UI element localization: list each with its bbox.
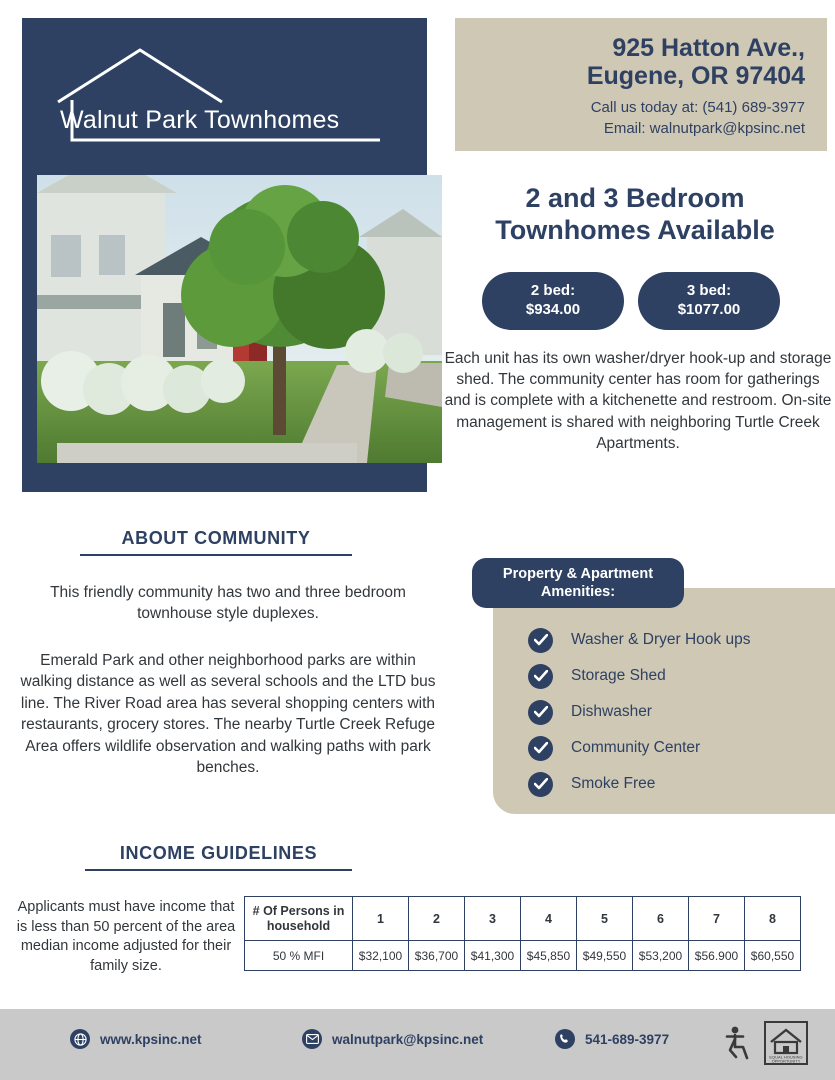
footer-website[interactable] <box>70 1029 202 1049</box>
amenities-title: Property & Apartment Amenities: <box>472 558 684 608</box>
table-column-header: 2 <box>409 897 465 941</box>
table-cell: $36,700 <box>409 941 465 971</box>
footer-badges <box>722 1021 808 1065</box>
amenity-label: Smoke Free <box>571 775 656 792</box>
income-note: Applicants must have income that is less than 50 percent of the area median income adjusted for their family size. <box>16 899 236 974</box>
table-cell: $45,850 <box>521 941 577 971</box>
price-pill-2-bed-price: $934.00 <box>525 301 581 318</box>
amenity-label: Dishwasher <box>571 703 652 720</box>
about-community-heading <box>80 528 352 556</box>
table-column-header: 8 <box>745 897 801 941</box>
pricing-pills <box>440 272 830 334</box>
amenities-list <box>528 622 828 802</box>
logo-text: Walnut Park Townhomes <box>60 106 340 134</box>
table-row <box>245 941 801 971</box>
check-icon <box>528 664 553 689</box>
address-line-1: 925 Hatton Ave., <box>612 34 805 62</box>
email-line[interactable]: Email: walnutpark@kpsinc.net <box>603 120 805 137</box>
about-community-heading-text: ABOUT COMMUNITY <box>121 528 311 548</box>
price-pill-3-bed <box>638 272 780 330</box>
footer-phone-text: 541-689-3977 <box>585 1031 670 1047</box>
footer-email-text: walnutpark@kpsinc.net <box>332 1031 484 1047</box>
footer-phone[interactable] <box>555 1029 669 1049</box>
equal-housing-opportunity-icon <box>764 1021 808 1065</box>
phone-line[interactable]: Call us today at: (541) 689-3977 <box>590 99 805 116</box>
table-corner-header: # Of Persons in household <box>245 897 353 941</box>
table-cell: $32,100 <box>353 941 409 971</box>
check-icon <box>528 736 553 761</box>
headline-line-1: 2 and 3 Bedroom <box>525 183 745 213</box>
price-pill-2-bed <box>482 272 624 330</box>
price-pill-3-bed-price: $1077.00 <box>677 301 741 318</box>
table-header-row <box>245 897 801 941</box>
income-heading-rule <box>85 869 352 871</box>
logo-block <box>22 18 427 492</box>
amenity-label: Washer & Dryer Hook ups <box>571 631 751 648</box>
svg-text:OPPORTUNITY: OPPORTUNITY <box>771 1058 801 1064</box>
globe-icon <box>70 1029 90 1049</box>
check-icon <box>528 772 553 797</box>
table-cell: $53,200 <box>633 941 689 971</box>
envelope-icon <box>302 1029 322 1049</box>
about-paragraph-2: Emerald Park and other neighborhood parks are within walking distance as well as several schools and the LTD bus line. The River Road area has several shopping centers with restaurants, grocery stores. The nearby Turtle Creek Refuge Area offers wildlife observation and walking paths with park benches. <box>20 652 436 776</box>
table-column-header: 7 <box>689 897 745 941</box>
intro-paragraph: Each unit has its own washer/dryer hook-up and storage shed. The community center has room for gatherings and is complete with a kitchenette and restroom. On-site management is shared with neighboring Turtle Creek Apartments. <box>444 350 832 452</box>
table-cell: $49,550 <box>577 941 633 971</box>
page-title <box>440 182 830 247</box>
amenity-label: Storage Shed <box>571 667 666 684</box>
svg-text:EQUAL HOUSING: EQUAL HOUSING <box>769 1054 803 1060</box>
headline-line-2: Townhomes Available <box>495 215 775 246</box>
phone-icon <box>555 1029 575 1049</box>
about-heading-rule <box>80 554 352 556</box>
list-item <box>528 622 828 658</box>
check-icon <box>528 700 553 725</box>
address-line-2: Eugene, OR 97404 <box>586 62 805 90</box>
check-icon <box>528 628 553 653</box>
amenity-label: Community Center <box>571 739 701 756</box>
footer-website-text: www.kpsinc.net <box>100 1031 202 1047</box>
contact-box <box>455 18 827 151</box>
price-pill-3-bed-label: 3 bed: <box>686 282 732 300</box>
footer-email[interactable] <box>302 1029 483 1049</box>
table-cell: $56.900 <box>689 941 745 971</box>
footer-bar <box>0 1009 835 1080</box>
price-pill-2-bed-label: 2 bed: <box>530 282 576 300</box>
accessibility-icon <box>722 1024 754 1062</box>
income-guidelines-heading <box>85 843 352 871</box>
table-column-header: 5 <box>577 897 633 941</box>
list-item <box>528 766 828 802</box>
income-table <box>244 896 801 971</box>
income-guidelines-heading-text: INCOME GUIDELINES <box>119 843 318 863</box>
table-column-header: 6 <box>633 897 689 941</box>
table-column-header: 3 <box>465 897 521 941</box>
list-item <box>528 658 828 694</box>
table-cell: $41,300 <box>465 941 521 971</box>
property-photo <box>37 175 442 463</box>
table-row-label: 50 % MFI <box>245 941 353 971</box>
list-item <box>528 730 828 766</box>
table-column-header: 1 <box>353 897 409 941</box>
table-cell: $60,550 <box>745 941 801 971</box>
list-item <box>528 694 828 730</box>
about-paragraph-1: This friendly community has two and three bedroom townhouse style duplexes. <box>50 584 406 623</box>
table-column-header: 4 <box>521 897 577 941</box>
